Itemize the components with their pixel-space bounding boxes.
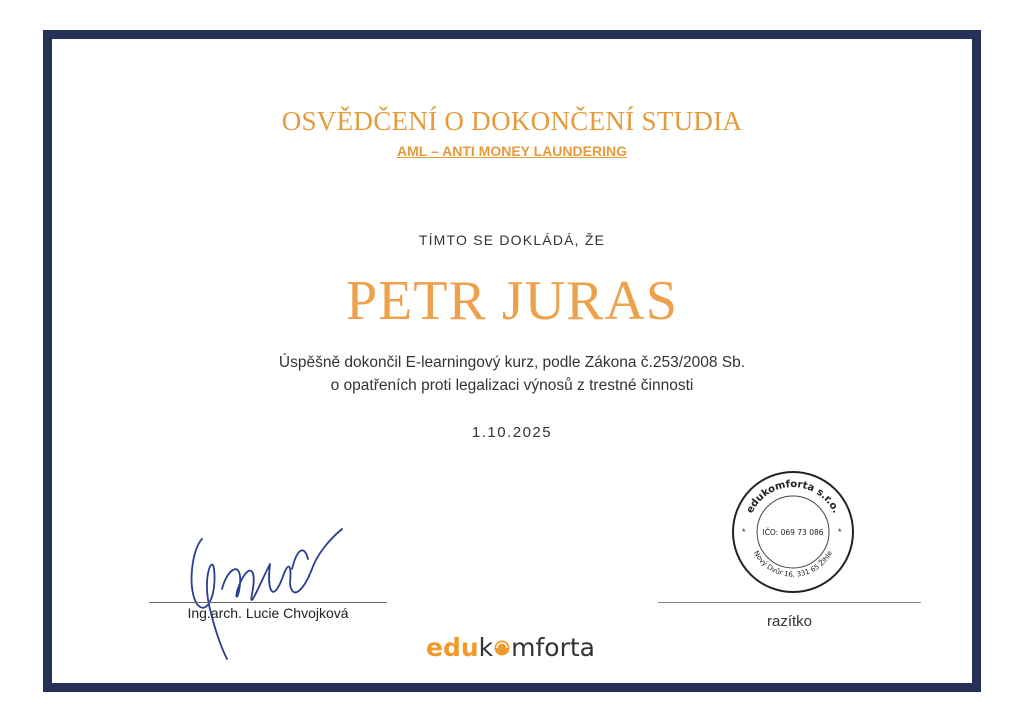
description-line-2: o opatřeních proti legalizaci výnosů z trestné činnosti xyxy=(330,377,694,394)
edukomforta-logo xyxy=(426,633,595,662)
attest-text: TÍMTO SE DOKLÁDÁ, ŽE xyxy=(418,232,606,248)
handwritten-signature xyxy=(172,509,362,669)
stamp-address: Nový Dvůr 16, 331 65 Žihle xyxy=(751,549,835,579)
stamp-star-right: * xyxy=(838,527,842,537)
company-stamp xyxy=(728,467,858,597)
certificate-frame xyxy=(43,30,981,692)
logo-k: k xyxy=(478,633,494,662)
logo-mforta: mforta xyxy=(511,633,595,662)
stamp-ico: IČO: 069 73 086 xyxy=(762,528,824,537)
logo-orb-icon xyxy=(493,639,511,657)
completion-date: 1.10.2025 xyxy=(471,424,553,441)
course-name: AML – ANTI MONEY LAUNDERING xyxy=(397,143,627,159)
description-line-1: Úspěšně dokončil E-learningový kurz, podle Zákona č.253/2008 Sb. xyxy=(278,354,746,371)
stamp-label: razítko xyxy=(766,613,812,630)
certificate-title: OSVĚDČENÍ O DOKONČENÍ STUDIA xyxy=(281,106,743,136)
stamp-line xyxy=(658,602,921,603)
signatory-name: Ing.arch. Lucie Chvojková xyxy=(187,605,349,621)
signature-line xyxy=(149,602,387,603)
recipient-name: PETR JURAS xyxy=(345,270,679,332)
course-description xyxy=(52,351,972,397)
svg-text:edukomforta s.r.o. xyxy=(745,479,842,515)
stamp-company: edukomforta s.r.o. xyxy=(744,478,842,516)
logo-edu: edu xyxy=(426,633,479,662)
stamp-star-left: * xyxy=(742,527,746,537)
